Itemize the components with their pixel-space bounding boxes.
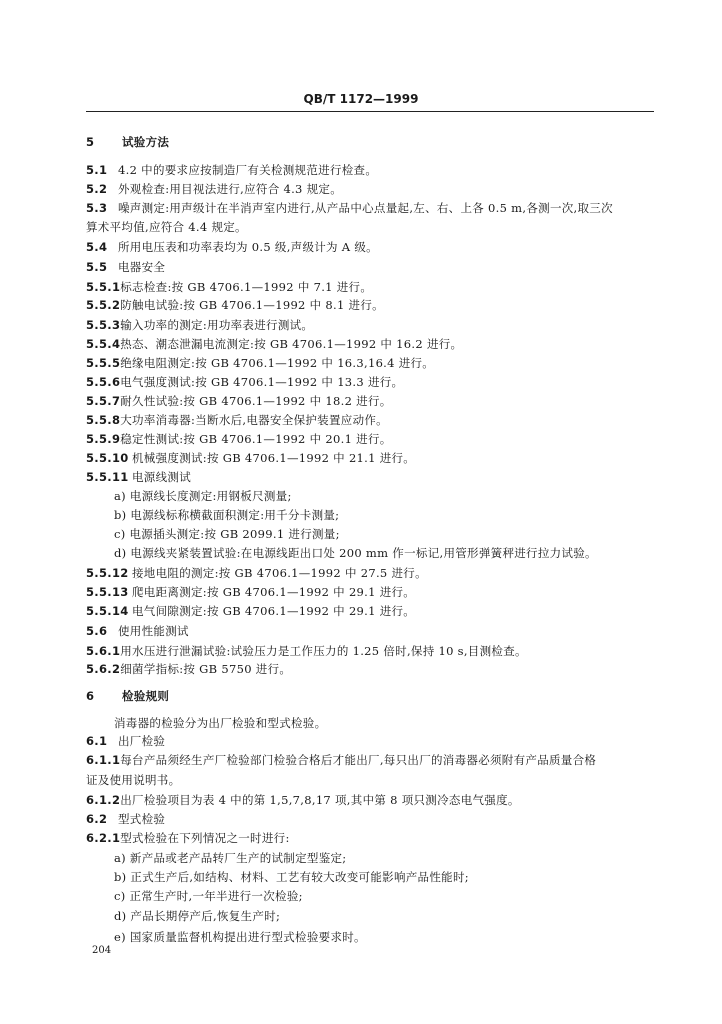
clause-text: 出厂检验	[118, 734, 166, 748]
clause-5-2	[86, 182, 658, 196]
clause-number: 5.5.9	[86, 432, 121, 446]
clause-number: 5.5.11	[86, 470, 129, 484]
clause-text: 大功率消毒器:当断水后,电器安全保护装置应动作。	[120, 413, 388, 427]
clause-6-1-1	[86, 753, 658, 767]
clause-5-1	[86, 163, 658, 177]
clause-number: 5.5.6	[86, 375, 121, 389]
clause-5-3	[86, 201, 658, 215]
text-line	[86, 527, 658, 541]
clause-number: 5.6	[86, 624, 108, 638]
clause-5-5-1	[86, 280, 658, 294]
clause-text: 所用电压表和功率表均为 0.5 级,声级计为 A 级。	[118, 240, 378, 254]
clause-5-6-1	[86, 644, 658, 658]
page-number: 204	[92, 945, 112, 956]
clause-text: 每台产品须经生产厂检验部门检验合格后才能出厂,每只出厂的消毒器必须附有产品质量合格	[120, 753, 597, 767]
clause-number: 5.3	[86, 201, 108, 215]
clause-6-1	[86, 734, 658, 748]
clause-number: 5.4	[86, 240, 108, 254]
clause-text: a) 新产品或老产品转厂生产的试制定型鉴定;	[114, 851, 347, 865]
clause-text: 爬电距离测定:按 GB 4706.1—1992 中 29.1 进行。	[132, 585, 416, 599]
clause-number: 5	[86, 135, 95, 149]
clause-number: 5.5.5	[86, 356, 121, 370]
clause-number: 5.5.7	[86, 394, 121, 408]
text-line	[86, 546, 658, 560]
clause-number: 5.5.13	[86, 585, 129, 599]
clause-text: 外观检查:用目视法进行,应符合 4.3 规定。	[118, 182, 343, 196]
clause-number: 6.2.1	[86, 831, 121, 845]
clause-text: e) 国家质量监督机构提出进行型式检验要求时。	[114, 930, 366, 944]
clause-text: 消毒器的检验分为出厂检验和型式检验。	[114, 716, 327, 730]
clause-6-2-1	[86, 831, 658, 845]
clause-5-5	[86, 260, 658, 274]
clause-text: 电器安全	[118, 260, 166, 274]
clause-number: 6.1	[86, 734, 108, 748]
text-line	[86, 870, 658, 884]
clause-text: 用水压进行泄漏试验:试验压力是工作压力的 1.25 倍时,保持 10 s,目测检查。	[120, 644, 527, 658]
text-line	[86, 773, 658, 787]
clause-5-5-7	[86, 394, 658, 408]
clause-5-5-10	[86, 451, 658, 465]
clause-text: 4.2 中的要求应按制造厂有关检测规范进行检查。	[118, 163, 378, 177]
clause-number: 5.5.10	[86, 451, 129, 465]
clause-text: 试验方法	[122, 135, 170, 149]
clause-5-5-6	[86, 375, 658, 389]
clause-5-5-8	[86, 413, 658, 427]
clause-text: 型式检验	[118, 812, 166, 826]
clause-number: 5.5.1	[86, 280, 121, 294]
clause-number: 5.5.8	[86, 413, 121, 427]
text-line	[86, 489, 658, 503]
text-line	[86, 930, 658, 944]
clause-6	[86, 689, 658, 703]
clause-text: 使用性能测试	[118, 624, 189, 638]
clause-text: b) 电源线标称横截面积测定:用千分卡测量;	[114, 508, 340, 522]
clause-5	[86, 135, 658, 149]
clause-text: 检验规则	[122, 689, 170, 703]
clause-5-5-13	[86, 585, 658, 599]
clause-5-5-11	[86, 470, 658, 484]
clause-number: 5.6.2	[86, 662, 121, 676]
clause-number: 6.2	[86, 812, 108, 826]
clause-5-5-4	[86, 337, 658, 351]
clause-5-5-14	[86, 604, 658, 618]
header-rule	[86, 111, 654, 112]
clause-text: 输入功率的测定:用功率表进行测试。	[120, 318, 314, 332]
document-code-header: QB/T 1172—1999	[303, 92, 419, 106]
clause-number: 5.5	[86, 260, 108, 274]
clause-text: 型式检验在下列情况之一时进行:	[120, 831, 290, 845]
clause-number: 6	[86, 689, 95, 703]
text-line	[86, 508, 658, 522]
clause-5-4	[86, 240, 658, 254]
clause-5-5-2	[86, 298, 658, 312]
clause-5-6-2	[86, 662, 658, 676]
clause-6-1-2	[86, 793, 658, 807]
clause-5-5-9	[86, 432, 658, 446]
clause-text: 电气间隙测定:按 GB 4706.1—1992 中 29.1 进行。	[132, 604, 416, 618]
text-line	[86, 851, 658, 865]
clause-text: 稳定性测试:按 GB 4706.1—1992 中 20.1 进行。	[120, 432, 392, 446]
clause-6-2	[86, 812, 658, 826]
clause-text: c) 正常生产时,一年半进行一次检验;	[114, 889, 303, 903]
clause-text: b) 正式生产后,如结构、材料、工艺有较大改变可能影响产品性能时;	[114, 870, 469, 884]
clause-text: 热态、潮态泄漏电流测定:按 GB 4706.1—1992 中 16.2 进行。	[120, 337, 463, 351]
clause-5-5-5	[86, 356, 658, 370]
clause-text: a) 电源线长度测定:用钢板尺测量;	[114, 489, 292, 503]
clause-number: 5.5.14	[86, 604, 129, 618]
clause-number: 5.1	[86, 163, 108, 177]
clause-text: 耐久性试验:按 GB 4706.1—1992 中 18.2 进行。	[120, 394, 392, 408]
clause-text: 出厂检验项目为表 4 中的第 1,5,7,8,17 项,其中第 8 项只测冷态电气强度。	[120, 793, 520, 807]
clause-number: 5.5.12	[86, 566, 129, 580]
clause-text: d) 产品长期停产后,恢复生产时;	[114, 909, 281, 923]
clause-text: 绝缘电阻测定:按 GB 4706.1—1992 中 16.3,16.4 进行。	[120, 356, 435, 370]
clause-text: d) 电源线夹紧装置试验:在电源线距出口处 200 mm 作一标记,用管形弹簧秤进行拉力试验。	[114, 546, 597, 560]
clause-text: 算术平均值,应符合 4.4 规定。	[86, 220, 247, 234]
clause-5-6	[86, 624, 658, 638]
clause-number: 5.5.4	[86, 337, 121, 351]
clause-number: 5.2	[86, 182, 108, 196]
text-line	[86, 909, 658, 923]
text-line	[86, 220, 658, 234]
clause-number: 6.1.2	[86, 793, 121, 807]
clause-text: 细菌学指标:按 GB 5750 进行。	[120, 662, 292, 676]
clause-text: 噪声测定:用声级计在半消声室内进行,从产品中心点量起,左、右、上各 0.5 m,各测一次,取三次	[118, 201, 613, 215]
text-line	[86, 889, 658, 903]
clause-number: 5.5.2	[86, 298, 121, 312]
clause-text: 接地电阻的测定:按 GB 4706.1—1992 中 27.5 进行。	[132, 566, 427, 580]
clause-text: 电气强度测试:按 GB 4706.1—1992 中 13.3 进行。	[120, 375, 404, 389]
clause-text: 标志检查:按 GB 4706.1—1992 中 7.1 进行。	[120, 280, 373, 294]
clause-number: 6.1.1	[86, 753, 121, 767]
clause-text: 证及使用说明书。	[86, 773, 181, 787]
clause-text: 电源线测试	[132, 470, 191, 484]
clause-number: 5.5.3	[86, 318, 121, 332]
clause-text: 机械强度测试:按 GB 4706.1—1992 中 21.1 进行。	[132, 451, 416, 465]
clause-5-5-3	[86, 318, 658, 332]
clause-text: 防触电试验:按 GB 4706.1—1992 中 8.1 进行。	[120, 298, 384, 312]
clause-5-5-12	[86, 566, 658, 580]
clause-number: 5.6.1	[86, 644, 121, 658]
clause-text: c) 电源插头测定:按 GB 2099.1 进行测量;	[114, 527, 340, 541]
text-line	[86, 716, 658, 730]
